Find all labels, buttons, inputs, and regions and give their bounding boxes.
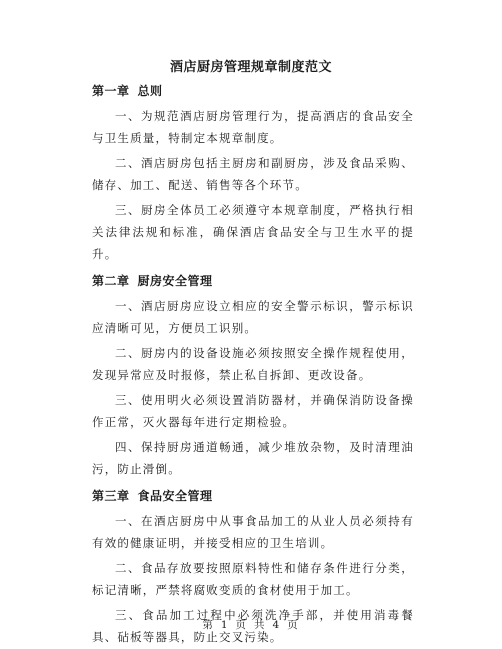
paragraph: 三、食品加工过程中必须洗净手部，并使用消毒餐具、砧板等器具，防止交叉污染。	[92, 608, 414, 644]
chapter-heading-2	[92, 273, 414, 289]
footer-total-prefix: 共	[254, 619, 267, 631]
paragraph: 二、酒店厨房包括主厨房和副厨房，涉及食品采购、储存、加工、配送、销售等各个环节。	[92, 156, 414, 192]
chapter-heading-3	[92, 488, 414, 504]
chapter-number: 第二章	[92, 274, 130, 288]
page-footer	[0, 618, 502, 632]
chapter-number: 第一章	[92, 84, 130, 98]
paragraph: 一、在酒店厨房中从事食品加工的从业人员必须持有有效的健康证明，并接受相应的卫生培训。	[92, 514, 414, 550]
footer-page-word: 页	[235, 619, 248, 631]
chapter-number: 第三章	[92, 489, 130, 503]
chapter-heading-1	[92, 83, 414, 99]
paragraph: 四、保持厨房通道畅通，减少堆放杂物，及时清理油污，防止滑倒。	[92, 440, 414, 476]
document-body	[92, 83, 414, 649]
total-pages-number: 4	[272, 619, 282, 631]
document-title: 酒店厨房管理规章制度范文	[169, 60, 332, 75]
paragraph: 一、酒店厨房应设立相应的安全警示标识，警示标识应清晰可见，方便员工识别。	[92, 299, 414, 335]
footer-suffix: 页	[287, 619, 300, 631]
paragraph: 三、使用明火必须设置消防器材，并确保消防设备操作正常，灭火器每年进行定期检验。	[92, 393, 414, 429]
chapter-name: 总则	[137, 84, 163, 98]
paragraph: 一、为规范酒店厨房管理行为，提高酒店的食品安全与卫生质量，特制定本规章制度。	[92, 109, 414, 145]
paragraph: 二、食品存放要按照原料特性和储存条件进行分类，标记清晰，严禁将腐败变质的食材使用于加工。	[92, 561, 414, 597]
footer-prefix: 第	[202, 619, 215, 631]
chapter-name: 厨房安全管理	[137, 274, 213, 288]
paragraph: 三、厨房全体员工必须遵守本规章制度，严格执行相关法律法规和标准，确保酒店食品安全与卫生水平的提升。	[92, 203, 414, 261]
paragraph: 二、厨房内的设备设施必须按照安全操作规程使用，发现异常应及时报修，禁止私自拆卸、更改设备。	[92, 346, 414, 382]
chapter-name: 食品安全管理	[137, 489, 213, 503]
current-page-number: 1	[220, 619, 230, 631]
